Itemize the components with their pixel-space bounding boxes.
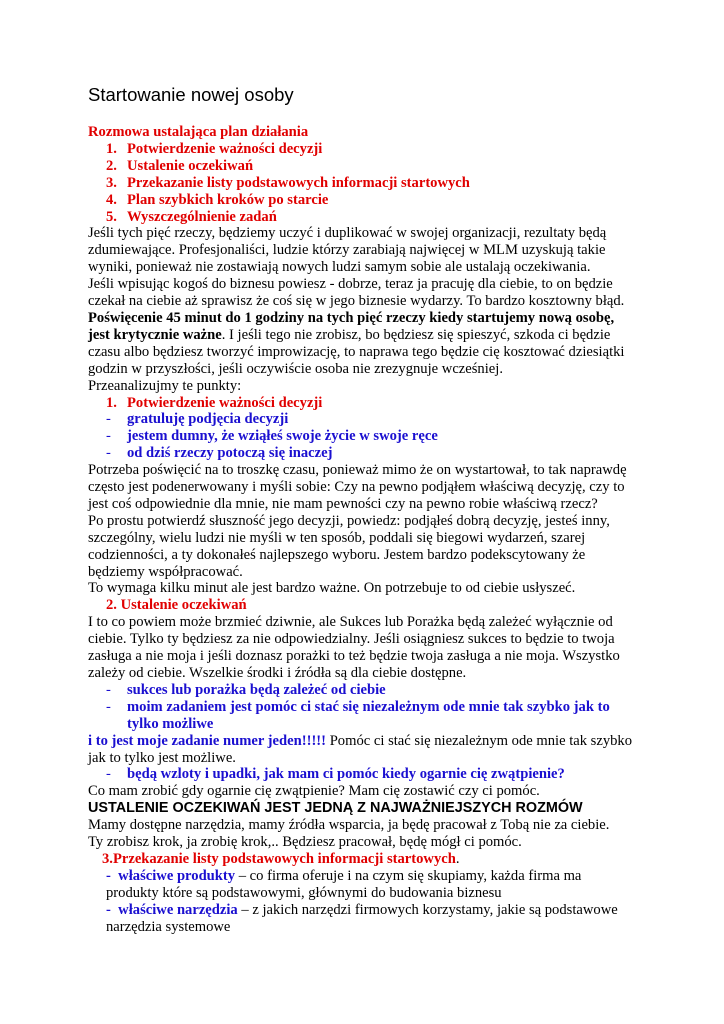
page-title: Startowanie nowej osoby: [88, 84, 294, 105]
caps-heading: USTALENIE OCZEKIWAŃ JEST JEDNĄ Z NAJWAŻNIEJSZYCH ROZMÓW: [88, 800, 583, 817]
paragraph-line: jest coś odpowiednie dla mnie, nie mam pewności czy na pewno robie właściwą rzecz?: [88, 495, 598, 512]
paragraph-line: i to jest moje zadanie numer jeden!!!!! Pomóc ci stać się niezależnym ode mnie tak szybko: [88, 732, 633, 749]
paragraph-line: będziemy współpracować.: [88, 563, 243, 580]
paragraph-line: często jest podenerwowany i myśli sobie: Czy na pewno podjąłem właściwą decyzję, czy to: [88, 479, 625, 496]
bullet-item: - właściwe produkty – co firma oferuje i na czym się skupiamy, każda firma ma: [106, 867, 582, 884]
paragraph-line: godzin w przyszłości, jeśli oczywiście osoba nie zrezygnuje wcześniej.: [88, 360, 503, 377]
paragraph-line: codzienności, a ty dokonałeś najlepszego wyboru. Jestem bardzo podekscytowany że: [88, 546, 586, 563]
bullet-item: - od dziś rzeczy potoczą się inaczej: [106, 445, 333, 462]
plan-item: 5. Wyszczególnienie zadań: [106, 208, 277, 225]
bullet-continuation: produkty które są podstawowymi, głównymi do budowania biznesu: [106, 884, 502, 901]
paragraph-line: szczególny, wielu ludzi nie myśli w ten sposób, poddali się biegowi wydarzeń, szarej: [88, 529, 586, 546]
point3-heading: 3.Przekazanie listy podstawowych informacji startowych.: [102, 850, 460, 867]
bullet-item: - sukces lub porażka będą zależeć od ciebie: [106, 681, 386, 698]
paragraph-line: czasu albo będziesz tworzyć improwizację, to naprawa tego będzie cię kosztować dziesiątki: [88, 343, 625, 360]
paragraph-line: ciebie. Tylko ty będziesz za nie odpowiedzialny. Jeśli osiągniesz sukces to będzie to twoja: [88, 631, 615, 648]
plan-item: 4. Plan szybkich kroków po starcie: [106, 191, 329, 208]
paragraph-line: wyniki, ponieważ nie zostawiają nowych ludzi samym sobie ale ustalają oczekiwania.: [88, 259, 591, 276]
plan-item: 3. Przekazanie listy podstawowych informacji startowych: [106, 174, 470, 191]
plan-section: [88, 124, 648, 936]
bullet-item: - moim zadaniem jest pomóc ci stać się niezależnym ode mnie tak szybko jak to: [106, 698, 610, 715]
paragraph-line: I to co powiem może brzmieć dziwnie, ale Sukces lub Porażka będą zależeć wyłącznie od: [88, 614, 613, 631]
paragraph-line: Co mam zrobić gdy ogarnie cię zwątpienie? Mam cię zostawić czy ci pomóc.: [88, 783, 540, 800]
point2-heading: 2. Ustalenie oczekiwań: [106, 597, 247, 614]
paragraph-line: Potrzeba poświęcić na to troszkę czasu, ponieważ mimo że on wystartował, to tak naprawdę: [88, 462, 627, 479]
bullet-item: - właściwe narzędzia – z jakich narzędzi firmowych korzystamy, jakie są podstawowe: [106, 901, 618, 918]
plan-item: 2. Ustalenie oczekiwań: [106, 157, 254, 174]
paragraph-line: Jeśli wpisując kogoś do biznesu powiesz - dobrze, teraz ja pracuję dla ciebie, to on będzie: [88, 276, 613, 293]
bullet-continuation: narzędzia systemowe: [106, 918, 231, 935]
plan-item: 1. Potwierdzenie ważności decyzji: [106, 140, 323, 157]
paragraph-line: Po prostu potwierdź słuszność jego decyzji, powiedz: podjąłeś dobrą decyzję, jesteś inny,: [88, 512, 610, 529]
point1-heading: 1. Potwierdzenie ważności decyzji: [106, 394, 323, 411]
paragraph-line: zasługa a nie moja i jeśli doznasz porażki to też będzie twoja zasługa a nie moja. Wszystko: [88, 648, 620, 665]
paragraph-line: Ty zrobisz krok, ja zrobię krok,.. Będziesz pracował, będę mógł ci pomóc.: [88, 834, 522, 851]
plan-heading: Rozmowa ustalająca plan działania: [88, 124, 309, 140]
paragraph-line: czekał na ciebie aż sprawisz że coś się w jego biznesie wydarzy. To bardzo kosztowny błąd.: [88, 293, 625, 310]
bullet-item: - gratuluję podjęcia decyzji: [106, 411, 289, 428]
bullet-continuation: tylko możliwe: [127, 715, 214, 732]
paragraph-line: To wymaga kilku minut ale jest bardzo ważne. On potrzebuje to od ciebie usłyszeć.: [88, 580, 576, 597]
paragraph-line: Jeśli tych pięć rzeczy, będziemy uczyć i duplikować w swojej organizacji, rezultaty będą: [88, 225, 607, 242]
paragraph-line: jak to tylko jest możliwe.: [88, 749, 236, 766]
bullet-item: - jestem dumny, że wziąłeś swoje życie w swoje ręce: [106, 428, 438, 445]
paragraph-line: zdumiewające. Profesjonaliści, ludzie którzy zarabiają najwięcej w MLM uzyskują takie: [88, 242, 606, 259]
paragraph-line: Przeanalizujmy te punkty:: [88, 377, 242, 394]
bold-line: Poświęcenie 45 minut do 1 godziny na tych pięć rzeczy kiedy startujemy nową osobę,: [88, 309, 615, 326]
bullet-item: - będą wzloty i upadki, jak mam ci pomóc kiedy ogarnie cię zwątpienie?: [106, 766, 565, 783]
paragraph-line: Mamy dostępne narzędzia, mamy źródła wsparcia, ja będę pracował z Tobą nie za ciebie.: [88, 817, 610, 834]
paragraph-line: jest krytycznie ważne. I jeśli tego nie zrobisz, bo będziesz się spieszyć, szkoda ci będzie: [88, 326, 611, 343]
paragraph-line: zależy od ciebie. Wszelkie środki i źródła są dla ciebie dostępne.: [88, 665, 467, 681]
